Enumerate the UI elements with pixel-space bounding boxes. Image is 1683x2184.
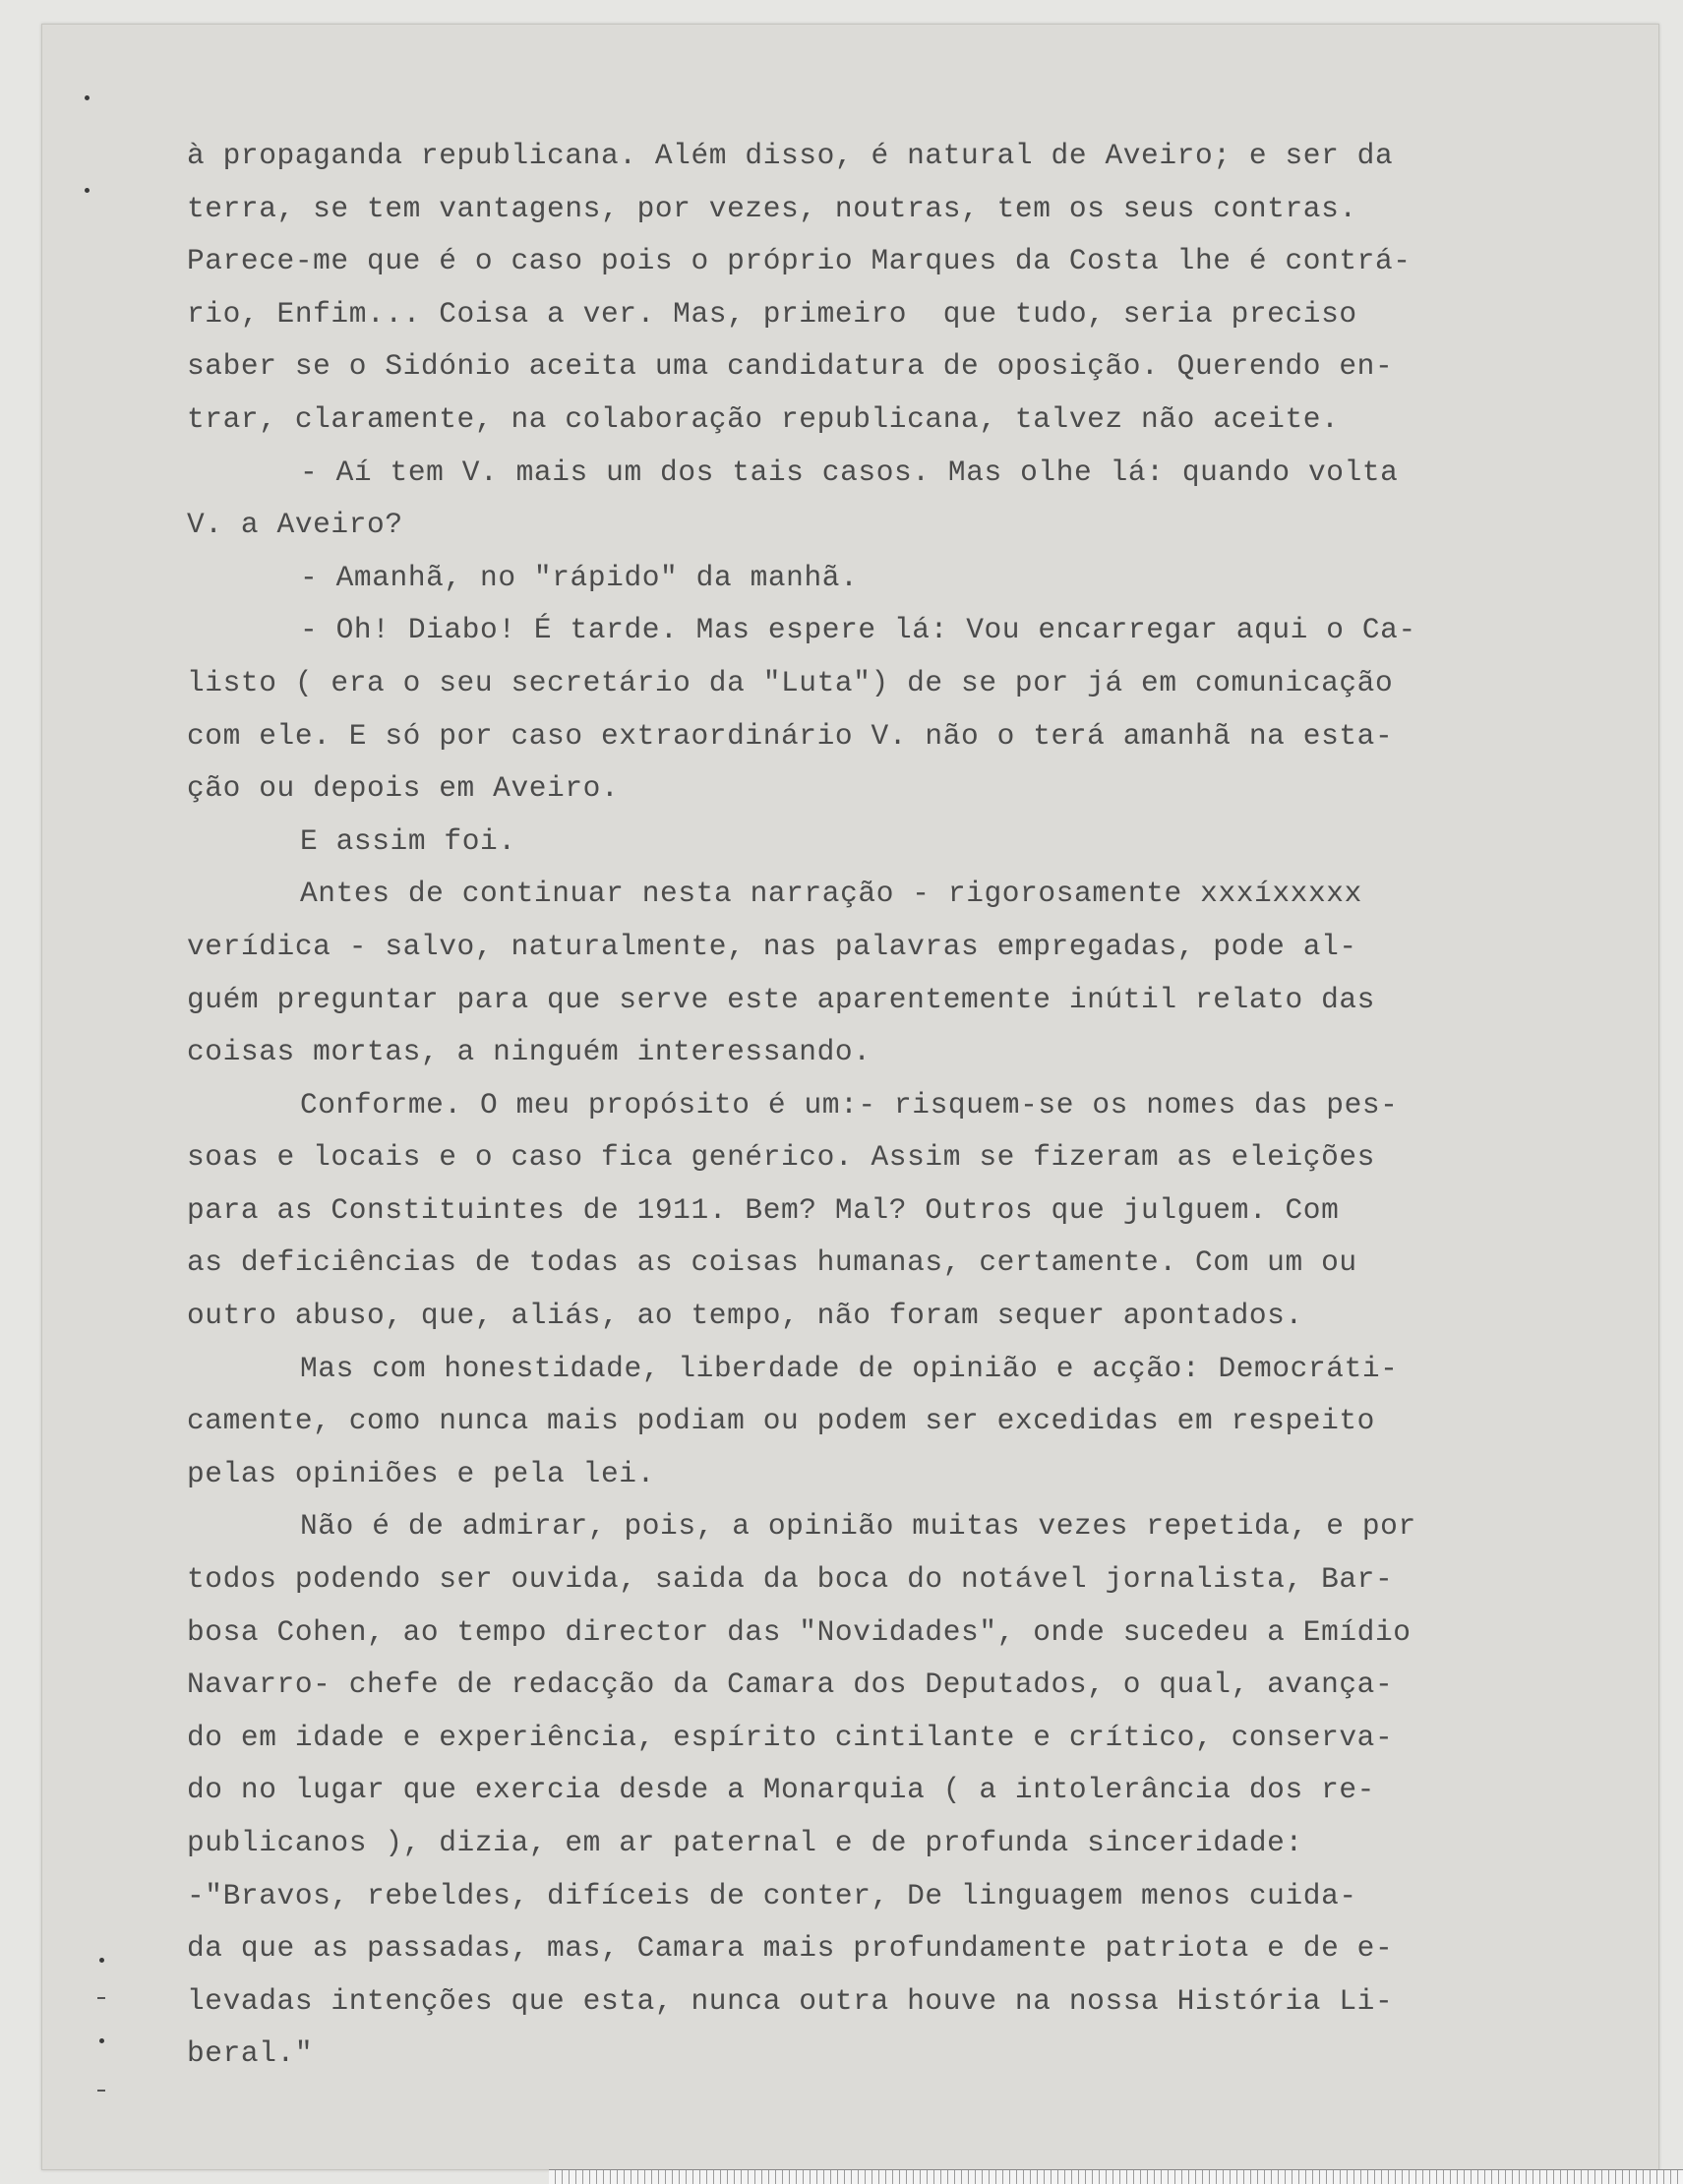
text-line: beral." bbox=[187, 2036, 314, 2071]
text-line: soas e locais e o caso fica genérico. Assim se fizeram as eleições bbox=[187, 1140, 1375, 1175]
text-line: - Aí tem V. mais um dos tais casos. Mas olhe lá: quando volta bbox=[300, 455, 1399, 489]
text-line: coisas mortas, a ninguém interessando. bbox=[187, 1035, 872, 1069]
text-line: listo ( era o seu secretário da "Luta") de se por já em comunicação bbox=[187, 665, 1394, 699]
text-line: Navarro- chefe de redacção da Camara dos Deputados, o qual, avança- bbox=[187, 1668, 1394, 1702]
text-line: E assim foi. bbox=[300, 823, 516, 858]
margin-dot bbox=[99, 1958, 104, 1963]
text-line: publicanos ), dizia, em ar paternal e de profunda sinceridade: bbox=[187, 1826, 1303, 1859]
text-line: -"Bravos, rebeldes, difíceis de conter, De linguagem menos cuida- bbox=[187, 1878, 1357, 1912]
text-line: Conforme. O meu propósito é um:- risquem-se os nomes das pes- bbox=[300, 1087, 1399, 1122]
text-line: camente, como nunca mais podiam ou podem ser excedidas em respeito bbox=[187, 1404, 1375, 1438]
text-line: terra, se tem vantagens, por vezes, noutras, tem os seus contras. bbox=[187, 191, 1357, 225]
text-line: guém preguntar para que serve este aparentemente inútil relato das bbox=[187, 982, 1375, 1016]
text-line: pelas opiniões e pela lei. bbox=[187, 1456, 655, 1490]
text-line: do no lugar que exercia desde a Monarquia ( a intolerância dos re- bbox=[187, 1773, 1375, 1807]
text-line: trar, claramente, na colaboração republicana, talvez não aceite. bbox=[187, 401, 1340, 436]
text-line: Antes de continuar nesta narração - rigorosamente xxxíxxxxx bbox=[300, 877, 1362, 911]
text-line: V. a Aveiro? bbox=[187, 508, 403, 542]
text-line: da que as passadas, mas, Camara mais profundamente patriota e de e- bbox=[187, 1931, 1394, 1966]
text-line: outro abuso, que, aliás, ao tempo, não foram sequer apontados. bbox=[187, 1299, 1303, 1333]
scale-ruler bbox=[549, 2169, 1683, 2184]
margin-tick bbox=[97, 2090, 105, 2092]
text-line: para as Constituintes de 1911. Bem? Mal? Outros que julguem. Com bbox=[187, 1192, 1340, 1227]
text-line: Não é de admirar, pois, a opinião muitas vezes repetida, e por bbox=[300, 1509, 1416, 1544]
text-line: com ele. E só por caso extraordinário V. não o terá amanhã na esta- bbox=[187, 718, 1394, 753]
text-line: - Amanhã, no "rápido" da manhã. bbox=[300, 560, 859, 594]
margin-dot bbox=[85, 95, 90, 100]
text-line: rio, Enfim... Coisa a ver. Mas, primeiro que tudo, seria preciso bbox=[187, 296, 1357, 331]
typewritten-text bbox=[187, 130, 1584, 2081]
text-line: à propaganda republicana. Além disso, é natural de Aveiro; e ser da bbox=[187, 139, 1394, 172]
text-line: Parece-me que é o caso pois o próprio Marques da Costa lhe é contrá- bbox=[187, 244, 1412, 278]
text-line: as deficiências de todas as coisas humanas, certamente. Com um ou bbox=[187, 1245, 1357, 1280]
text-line: do em idade e experiência, espírito cintilante e crítico, conserva- bbox=[187, 1720, 1394, 1754]
text-line: ção ou depois em Aveiro. bbox=[187, 771, 620, 806]
text-line: saber se o Sidónio aceita uma candidatura de oposição. Querendo en- bbox=[187, 349, 1394, 384]
text-line: bosa Cohen, ao tempo director das "Novidades", onde sucedeu a Emídio bbox=[187, 1614, 1412, 1649]
text-line: Mas com honestidade, liberdade de opinião e acção: Democráti- bbox=[300, 1351, 1399, 1385]
text-line: levadas intenções que esta, nunca outra houve na nossa História Li- bbox=[187, 1983, 1394, 2018]
text-line: todos podendo ser ouvida, saida da boca do notável jornalista, Bar- bbox=[187, 1562, 1394, 1597]
margin-dot bbox=[99, 2038, 104, 2043]
text-line: verídica - salvo, naturalmente, nas palavras empregadas, pode al- bbox=[187, 929, 1357, 963]
margin-dot bbox=[85, 188, 90, 193]
margin-tick bbox=[97, 1997, 105, 1999]
text-line: - Oh! Diabo! É tarde. Mas espere lá: Vou encarregar aqui o Ca- bbox=[300, 613, 1416, 647]
